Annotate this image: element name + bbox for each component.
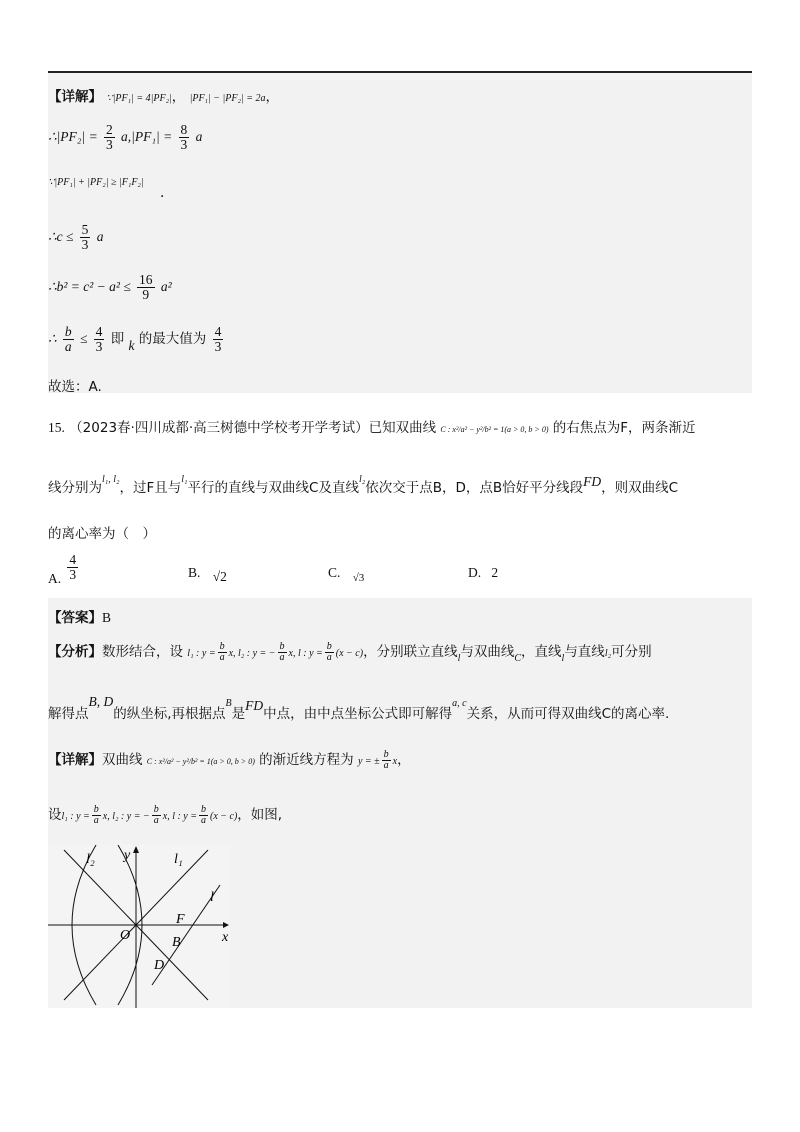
analysis-f: 可分别 bbox=[611, 644, 652, 660]
option-c bbox=[328, 565, 365, 584]
q15-l1: l₁ bbox=[181, 474, 188, 485]
d2frac3-den: a bbox=[200, 815, 206, 826]
analysis2-FD: FD bbox=[245, 698, 264, 713]
conclusion: 故选：A. bbox=[48, 379, 102, 395]
analysis-line-2 bbox=[48, 694, 670, 722]
detail-line-3 bbox=[48, 173, 165, 201]
label-D: D bbox=[154, 958, 165, 973]
option-a-num: 4 bbox=[69, 552, 77, 567]
option-d-value: 2 bbox=[491, 565, 499, 580]
analysis-line-1 bbox=[48, 640, 652, 664]
option-d-label: D. bbox=[468, 565, 482, 580]
analysis2-c: 是 bbox=[231, 706, 246, 722]
answer-line bbox=[48, 606, 111, 626]
d2frac1-num: b bbox=[93, 803, 99, 815]
d2frac2-den: a bbox=[153, 815, 159, 826]
detail2-label: 【详解】 bbox=[48, 752, 102, 768]
detail2-l1-end: x, l₂ : y = − bbox=[102, 811, 150, 822]
detail2-2a: 设 bbox=[48, 807, 62, 823]
step5-den: 9 bbox=[142, 287, 150, 303]
q15-line2-c: 平行的直线与双曲线C及直线 bbox=[187, 480, 359, 496]
detail-block-1 bbox=[48, 73, 752, 393]
q15-l1l2: l₁, l₂ bbox=[102, 474, 120, 485]
detail2-frac-num: b bbox=[383, 748, 389, 760]
step1-sep: ， bbox=[171, 89, 186, 105]
label-x: x bbox=[222, 930, 229, 945]
detail2-frac1 bbox=[92, 805, 101, 827]
analysis-e: 与直线 bbox=[564, 644, 605, 660]
step2-num1: 2 bbox=[105, 122, 113, 137]
step3: ∵|PF₁| + |PF₂| ≥ |F₁F₂| bbox=[48, 177, 144, 188]
step6-mid: ≤ bbox=[79, 331, 88, 347]
step3-end: . bbox=[160, 185, 165, 201]
option-a bbox=[48, 552, 80, 587]
analysis-frac1 bbox=[218, 642, 227, 664]
analysis-l1-end: x, l₂ : y = − bbox=[228, 648, 276, 659]
detail-line-2 bbox=[48, 123, 202, 152]
option-a-frac bbox=[67, 553, 78, 582]
detail2-c: ， bbox=[397, 752, 411, 768]
q15-l2: l₂ bbox=[358, 474, 366, 485]
option-d bbox=[468, 565, 498, 581]
detail2-b: 的渐近线方程为 bbox=[259, 752, 354, 768]
step6-frac2 bbox=[94, 325, 105, 354]
step2-pre: ∴|PF₂| = bbox=[48, 129, 98, 145]
detail2-l2-end: x, l : y = bbox=[162, 811, 197, 822]
q15-line2-b: ，过F且与 bbox=[119, 480, 182, 496]
analysis-l2-end: x, l : y = bbox=[288, 648, 323, 659]
detail-line-4 bbox=[48, 223, 103, 252]
step5-pre: ∴b² = c² − a² ≤ bbox=[48, 279, 131, 295]
q15-FD: FD bbox=[583, 474, 602, 489]
answer-value: B bbox=[102, 610, 112, 625]
detail2-asym-end: x bbox=[392, 756, 398, 767]
detail2-2b: ，如图, bbox=[237, 807, 283, 823]
step6-num2: 4 bbox=[95, 324, 103, 339]
analysis-C: C bbox=[514, 653, 522, 664]
analysis-l-2: l bbox=[561, 653, 565, 664]
q15-line3: 的离心率为（ ） bbox=[48, 526, 156, 542]
detail2-line-1 bbox=[48, 748, 411, 772]
step6-frac1 bbox=[63, 325, 74, 354]
analysis-a: 数形结合，设 bbox=[102, 644, 183, 660]
step6-num3: 4 bbox=[214, 324, 222, 339]
analysis2-d: 中点，由中点坐标公式即可解得 bbox=[263, 706, 453, 722]
q15-line1-tail: 的右焦点为F，两条渐近 bbox=[552, 420, 696, 436]
q15-line1 bbox=[48, 416, 696, 436]
q15-line2-d: 依次交于点B，D，点B恰好平分线段 bbox=[365, 480, 584, 496]
analysis2-a: 解得点 bbox=[48, 706, 89, 722]
detail2-frac3 bbox=[199, 805, 208, 827]
step6-text1: 即 bbox=[110, 331, 125, 348]
step2-frac1 bbox=[104, 123, 115, 152]
hyperbola-figure bbox=[48, 845, 230, 1008]
detail-line-1 bbox=[48, 85, 279, 105]
detail2-l-end: (x − c) bbox=[209, 811, 238, 822]
option-b-value: √2 bbox=[212, 569, 227, 584]
detail-line-5 bbox=[48, 273, 172, 302]
label-O: O bbox=[120, 928, 131, 943]
step6-den2: 3 bbox=[95, 339, 103, 355]
step5-frac bbox=[137, 273, 155, 302]
q15-number: 15. bbox=[48, 420, 65, 435]
analysis-frac2 bbox=[278, 642, 287, 664]
y-axis-arrow bbox=[133, 846, 139, 853]
step4-frac bbox=[80, 223, 91, 252]
q15-line2 bbox=[48, 476, 678, 496]
label-l: l bbox=[210, 890, 214, 905]
frac3-num: b bbox=[326, 640, 332, 652]
analysis-l: l bbox=[457, 653, 461, 664]
step5-end: a² bbox=[160, 279, 172, 295]
detail2-frac bbox=[382, 750, 391, 772]
answer-label: 【答案】 bbox=[48, 610, 102, 626]
analysis2-e: 关系，从而可得双曲线C的离心率. bbox=[466, 706, 670, 722]
step6-frac3 bbox=[213, 325, 224, 354]
option-c-value: √3 bbox=[352, 572, 365, 584]
detail2-a: 双曲线 bbox=[102, 752, 143, 768]
step4-den: 3 bbox=[81, 237, 89, 253]
step2-den1: 3 bbox=[105, 137, 113, 153]
label-l1: l₁ bbox=[174, 852, 183, 867]
step6-pre: ∴ bbox=[48, 331, 57, 347]
step6-den1: a bbox=[64, 339, 72, 355]
frac2-den: a bbox=[279, 652, 285, 663]
analysis-l-end: (x − c) bbox=[335, 648, 364, 659]
q15-line2-a: 线分别为 bbox=[48, 480, 102, 496]
analysis-frac3 bbox=[325, 642, 334, 664]
step4-end: a bbox=[96, 229, 104, 245]
detail2-l1: l₁ : y = bbox=[61, 811, 90, 822]
analysis-l2: l₂ bbox=[604, 648, 612, 659]
step6-k: k bbox=[128, 338, 135, 354]
label-y: y bbox=[124, 848, 131, 863]
analysis-l1: l₁ : y = bbox=[187, 648, 216, 659]
step5-num: 16 bbox=[139, 272, 153, 287]
step6-den3: 3 bbox=[214, 339, 222, 355]
step6-num1: b bbox=[64, 324, 72, 339]
option-a-den: 3 bbox=[69, 567, 77, 583]
frac1-num: b bbox=[219, 640, 225, 652]
detail2-line-2 bbox=[48, 803, 282, 827]
step1-end: ， bbox=[265, 89, 279, 105]
analysis-label: 【分析】 bbox=[48, 644, 102, 660]
analysis2-B: B bbox=[225, 698, 232, 709]
detail-label: 【详解】 bbox=[48, 89, 102, 105]
detail2-frac2 bbox=[152, 805, 161, 827]
detail2-curve: C : x²/a² − y²/b² = 1(a > 0, b > 0) bbox=[146, 757, 255, 766]
option-a-label: A. bbox=[48, 571, 62, 587]
option-c-label: C. bbox=[328, 565, 341, 580]
detail2-frac-den: a bbox=[383, 760, 389, 771]
d2frac1-den: a bbox=[93, 815, 99, 826]
q15-curve: C : x²/a² − y²/b² = 1(a > 0, b > 0) bbox=[440, 425, 549, 434]
step1-a: ∵|PF₁| = 4|PF₂| bbox=[106, 93, 172, 104]
step2-num2: 8 bbox=[180, 122, 188, 137]
detail-line-6 bbox=[48, 325, 225, 354]
label-B: B bbox=[172, 935, 181, 950]
analysis2-b: 的纵坐标,再根据点 bbox=[113, 706, 226, 722]
frac1-den: a bbox=[219, 652, 225, 663]
frac2-num: b bbox=[279, 640, 285, 652]
d2frac3-num: b bbox=[200, 803, 206, 815]
option-b bbox=[188, 565, 227, 584]
step6-text2: 的最大值为 bbox=[138, 331, 207, 348]
x-axis-arrow bbox=[223, 922, 229, 928]
detail2-asym: y = ± bbox=[357, 756, 380, 767]
d2frac2-num: b bbox=[153, 803, 159, 815]
label-F: F bbox=[176, 912, 185, 927]
label-l2: l₂ bbox=[86, 852, 95, 867]
analysis-d: ，直线 bbox=[521, 644, 562, 660]
step2-mid: a,|PF₁| = bbox=[121, 129, 173, 145]
step1-b: |PF₁| − |PF₂| = 2a bbox=[189, 93, 266, 104]
step2-frac2 bbox=[179, 123, 190, 152]
analysis2-ac: a, c bbox=[452, 698, 467, 709]
step2-den2: 3 bbox=[180, 137, 188, 153]
analysis-c: 与双曲线 bbox=[460, 644, 515, 660]
q15-line2-e: ，则双曲线C bbox=[601, 480, 679, 496]
step4-num: 5 bbox=[81, 222, 89, 237]
analysis-b: ，分别联立直线 bbox=[363, 644, 458, 660]
option-b-label: B. bbox=[188, 565, 201, 580]
hyperbola-diagram bbox=[48, 845, 230, 1008]
frac3-den: a bbox=[326, 652, 332, 663]
analysis2-BD: B, D bbox=[88, 694, 114, 709]
q15-source: （2023春·四川成都·高三树德中学校考开学考试）已知双曲线 bbox=[69, 420, 437, 436]
step4-pre: ∴c ≤ bbox=[48, 229, 74, 245]
step2-end: a bbox=[195, 129, 203, 145]
